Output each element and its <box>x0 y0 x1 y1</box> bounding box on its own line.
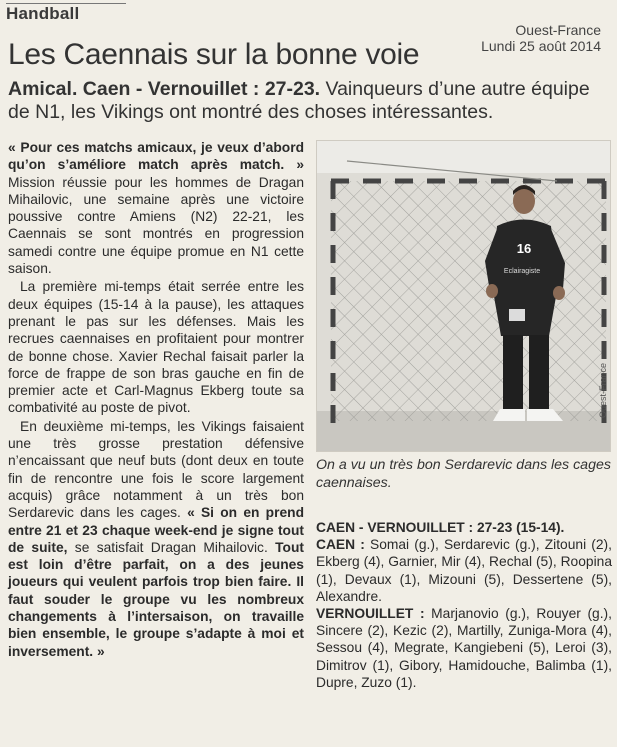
photo-illustration <box>317 141 611 452</box>
quote-opening: « Pour ces matchs amicaux, je veux d’abord qu’on s’améliore match après match. » <box>8 140 304 173</box>
deck-text: Vainqueurs d’une autre équipe de N1, les Vikings ont montré des choses intéressantes. <box>8 78 590 123</box>
paragraph-3-text: En deuxième mi-temps, les Vikings faisaient une très grosse prestation défensive n’encaissant que neuf buts (dont deux en toute fin de rencontre une fois le score largement acquis) grâce notamment à un très bon Serdarevic dans les cages. <box>8 418 304 521</box>
deck-label: Amical. Caen - Vernouillet : 27-23. <box>8 78 321 100</box>
jersey-sponsor: Eclairagiste <box>503 268 541 275</box>
jersey-number: 16 <box>516 241 532 256</box>
results-vernouillet <box>316 605 612 691</box>
results-caen <box>316 536 612 605</box>
section-label: Handball <box>6 3 126 25</box>
source-date: Lundi 25 août 2014 <box>481 38 601 54</box>
photo-credit: Ouest-France <box>598 362 608 418</box>
deck <box>8 78 608 124</box>
photo-caption: On a vu un très bon Serdarevic dans les cages caennaises. <box>316 457 611 491</box>
paragraph-2: La première mi-temps était serrée entre les deux équipes (15-14 à la pause), les attaques prenant le pas sur les défenses. Mais les recrues caennaises en profitaient pour montrer de bonne chose. Xavier Rechal faisait parler la force de frappe de son bras gauche en fin de premier acte et Carl-Magnus Ekberg toute sa combativité au poste de pivot. <box>8 279 304 416</box>
paragraph-1-text: Mission réussie pour les hommes de Dragan Mihailovic, une semaine après une victoire poussive contre Amiens (N2) 22-21, les Caennais se sont montrés en progression samedi contre une équipe promue en N1 cette saison. <box>8 174 304 277</box>
quote-coach-2: Tout est loin d’être parfait, on a des jeunes joueurs qui veulent parfois trop bien faire. Il faut souder le groupe vu les nombreux changements à l’intersaison, on travaille bien ensemble, le groupe s’adapte à moi et inversement. » <box>8 539 304 659</box>
results-header <box>316 519 612 536</box>
quote-coach-1: « Si on en prend entre 21 et 23 chaque week-end je signe tout de suite, <box>8 505 304 555</box>
article-body <box>8 139 304 661</box>
paragraph-3-mid: se satisfait Dragan Mihailovic. <box>67 539 276 555</box>
paragraph-1 <box>8 139 304 277</box>
source-name: Ouest-France <box>515 22 601 38</box>
results-vern-list: Marjanovio (g.), Rouyer (g.), Sincere (2), Kezic (2), Martilly, Zuniga-Mora (4), Sessou (4), Megrate, Kangiebeni (5), Leroi (3), Dimitrov (1), Gibory, Hamidouche, Balimba (1), Dupre, Zuzo (1). <box>316 606 612 690</box>
goalkeeper-photo <box>316 140 611 452</box>
results-header-text: CAEN - VERNOUILLET : 27-23 (15-14). <box>316 520 565 535</box>
paragraph-3 <box>8 418 304 660</box>
headline: Les Caennais sur la bonne voie <box>8 38 420 71</box>
results-caen-label: CAEN : <box>316 537 365 553</box>
source-block <box>481 22 601 54</box>
results-vern-label: VERNOUILLET : <box>316 606 425 622</box>
match-results <box>316 519 612 691</box>
results-caen-list: Somai (g.), Serdarevic (g.), Zitouni (2), Ekberg (4), Garnier, Mir (4), Rechal (5), Roopina (1), Devaux (1), Mizouni (5), Dessertene (5), Alexandre. <box>316 537 612 604</box>
